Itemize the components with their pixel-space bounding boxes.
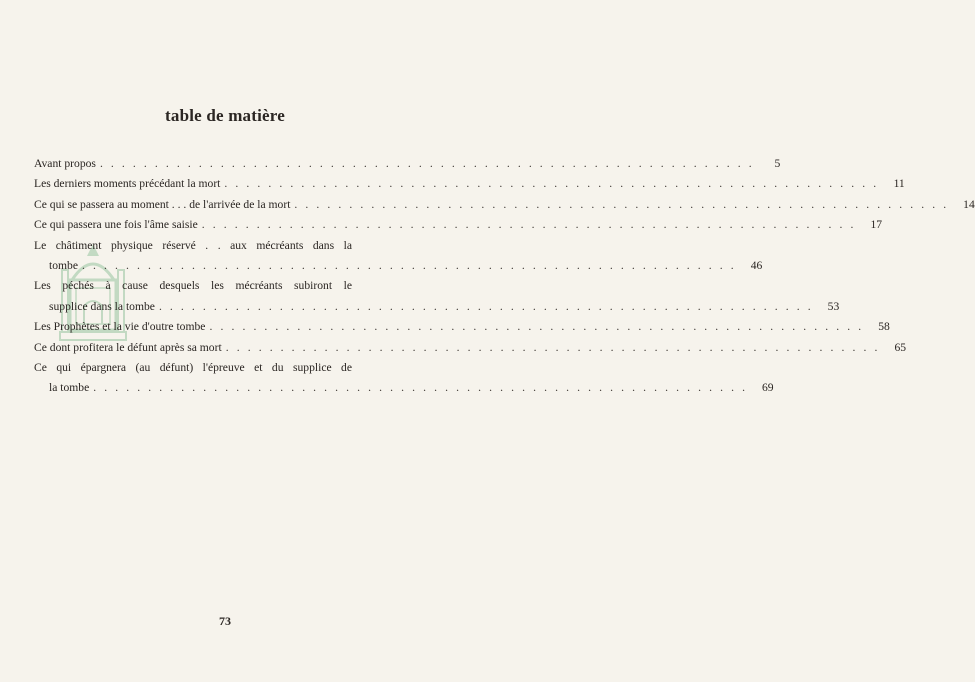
toc-page-number: 14 [963, 197, 975, 211]
toc-entry [34, 174, 905, 194]
toc-entry [34, 276, 840, 317]
toc-entry-text: Ce dont profitera le défunt après sa mort [34, 340, 222, 354]
dot-leader: . . . . . . . . . . . . . . . . . . . . . . . . . . . . . . . . . . . . . . . . . . . . . . . . . . . . . . . . . . . . [224, 177, 879, 191]
page-number: 73 [219, 614, 231, 628]
toc-entry-text: tombe [49, 259, 78, 273]
dot-leader: . . . . . . . . . . . . . . . . . . . . . . . . . . . . . . . . . . . . . . . . . . . . . . . . . . . . . . . . . . . . [294, 197, 949, 211]
toc-entry-text: Les derniers moments précédant la mort [34, 177, 221, 191]
toc-page-number: 53 [827, 299, 840, 313]
toc-entry-text: la tombe [49, 381, 90, 395]
toc-page-number: 65 [894, 340, 907, 354]
toc-entry-text: Le châtiment physique réservé . . aux mécréants dans la [34, 238, 352, 252]
toc-entry [34, 215, 883, 235]
toc-entry [34, 358, 774, 399]
toc-entry-text: supplice dans la tombe [49, 299, 155, 313]
toc-entry-text: Les péchés à cause desquels les mécréants subiront le [34, 279, 352, 293]
toc-entry [34, 317, 890, 337]
dot-leader: . . . . . . . . . . . . . . . . . . . . . . . . . . . . . . . . . . . . . . . . . . . . . . . . . . . . . . . . . . . . [209, 320, 864, 334]
toc-entry-text: Ce qui passera une fois l'âme saisie [34, 218, 198, 232]
dot-leader: . . . . . . . . . . . . . . . . . . . . . . . . . . . . . . . . . . . . . . . . . . . . . . . . . . . . . . . . . . . . [81, 259, 737, 273]
dot-leader: . . . . . . . . . . . . . . . . . . . . . . . . . . . . . . . . . . . . . . . . . . . . . . . . . . . . . . . . . . . . [99, 157, 755, 170]
toc-entry [34, 154, 781, 174]
dot-leader: . . . . . . . . . . . . . . . . . . . . . . . . . . . . . . . . . . . . . . . . . . . . . . . . . . . . . . . . . . . . [158, 299, 814, 313]
dot-leader: . . . . . . . . . . . . . . . . . . . . . . . . . . . . . . . . . . . . . . . . . . . . . . . . . . . . . . . . . . . . [201, 218, 857, 232]
toc-page-number: 17 [870, 218, 883, 232]
toc-title: table de matière [165, 106, 285, 125]
toc-entry [34, 236, 763, 277]
toc-page-number: 11 [893, 177, 905, 191]
toc-entry-text: Ce qui épargnera (au défunt) l'épreuve et du supplice de [34, 361, 352, 375]
toc-entry-text: Les Prophètes et la vie d'outre tombe [34, 320, 206, 334]
dot-leader: . . . . . . . . . . . . . . . . . . . . . . . . . . . . . . . . . . . . . . . . . . . . . . . . . . . . . . . . . . . . [225, 340, 881, 354]
toc-entry-text: Ce qui se passera au moment . . . de l'arrivée de la mort [34, 197, 291, 211]
toc-page-number: 46 [750, 259, 763, 273]
toc-page-number: 5 [774, 157, 781, 170]
dot-leader: . . . . . . . . . . . . . . . . . . . . . . . . . . . . . . . . . . . . . . . . . . . . . . . . . . . . . . . . . . . . [93, 381, 748, 395]
toc-entry [34, 338, 907, 358]
toc-page-number: 58 [878, 320, 890, 334]
toc-entry [34, 195, 975, 215]
table-of-contents [34, 154, 975, 399]
toc-page-number: 69 [761, 381, 774, 395]
toc-entry-text: Avant propos [34, 157, 96, 170]
